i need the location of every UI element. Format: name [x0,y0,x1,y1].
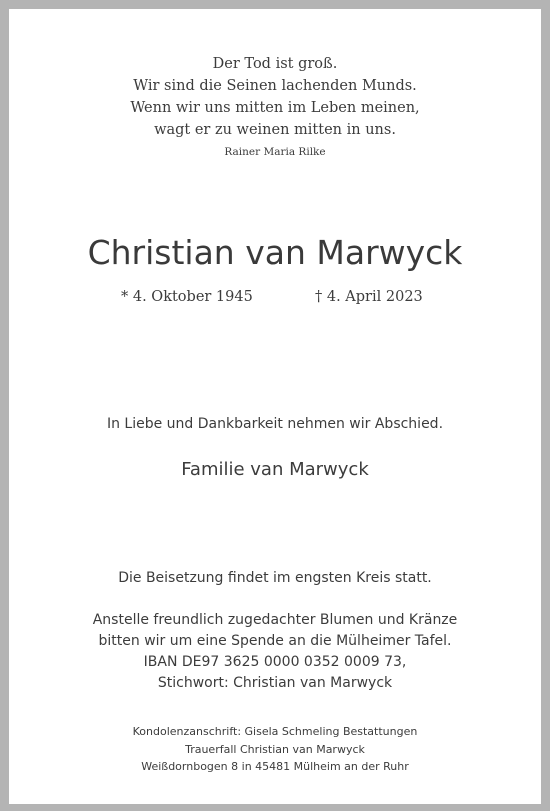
poem-author: Rainer Maria Rilke [224,146,326,158]
burial-notice: Die Beisetzung findet im engsten Kreis statt. [118,570,432,586]
obituary-card [9,9,541,804]
death-date: † 4. April 2023 [315,289,423,305]
poem-line: Wenn wir uns mitten im Leben meinen, [130,100,420,116]
condolence-address: Weißdornbogen 8 in 45481 Mülheim an der Ruhr [141,760,409,773]
poem-line: Wir sind die Seinen lachenden Munds. [133,78,417,94]
donation-line: bitten wir um eine Spende an die Mülheimer Tafel. [98,633,452,649]
deceased-name: Christian van Marwyck [87,233,463,272]
poem-line: Der Tod ist groß. [212,56,338,72]
poem-line: wagt er zu weinen mitten in uns. [154,122,396,138]
donation-iban: IBAN DE97 3625 0000 0352 0009 73, [143,654,407,670]
condolence-line: Trauerfall Christian van Marwyck [185,742,365,756]
farewell-text: In Liebe und Dankbarkeit nehmen wir Abschied. [106,416,444,432]
birth-date: * 4. Oktober 1945 [121,289,253,305]
condolence-line: Kondolenzanschrift: Gisela Schmeling Bestattungen [132,725,418,738]
family-name: Familie van Marwyck [181,459,369,480]
donation-keyword: Stichwort: Christian van Marwyck [157,675,393,691]
donation-line: Anstelle freundlich zugedachter Blumen und Kränze [92,612,458,628]
